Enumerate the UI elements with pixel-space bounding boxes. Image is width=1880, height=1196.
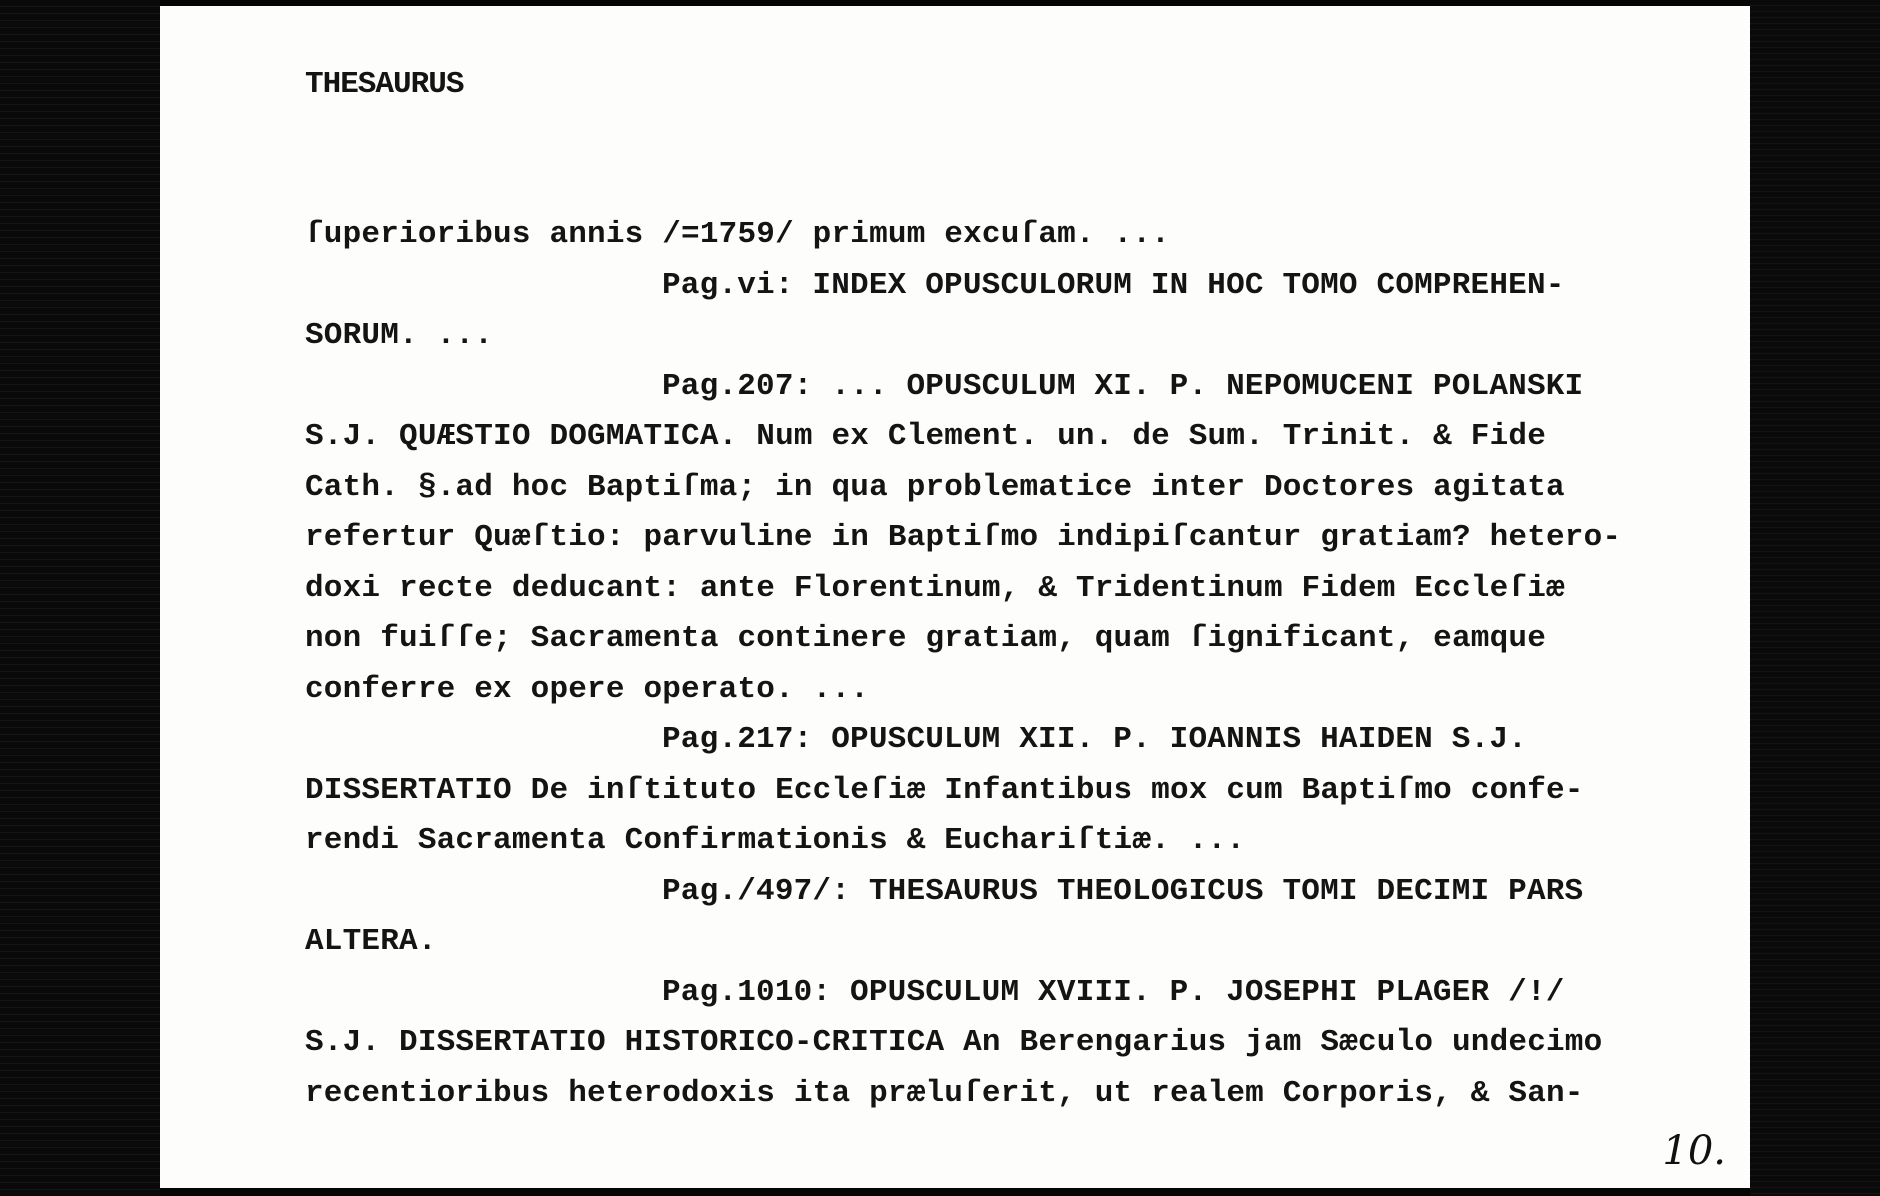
text-line: conferre ex opere operato. ... xyxy=(305,671,870,707)
text-line: DISSERTATIO De inſtituto Eccleſiæ Infantibus mox cum Baptiſmo confe- xyxy=(305,772,1584,808)
text-line: non fuiſſe; Sacramenta continere gratiam, quam ſignificant, eamque xyxy=(305,621,1546,656)
film-edge-left xyxy=(0,0,160,1196)
card-body xyxy=(305,210,1725,1119)
text-line: recentioribus heterodoxis ita præluſerit, ut realem Corporis, & San- xyxy=(305,1075,1584,1111)
text-line: Cath. §.ad hoc Baptiſma; in qua problematice inter Doctores agitata xyxy=(305,469,1565,505)
text-line-indented: Pag./497/: THESAURUS THEOLOGICUS TOMI DECIMI PARS xyxy=(662,873,1584,909)
text-line-indented: Pag.1010: OPUSCULUM XVIII. P. JOSEPHI PLAGER /!/ xyxy=(662,974,1565,1010)
handwritten-page-number: 10. xyxy=(1662,1128,1726,1174)
card-heading: THESAURUS xyxy=(305,67,464,102)
text-line: refertur Quæſtio: parvuline in Baptiſmo indipiſcantur gratiam? hetero- xyxy=(305,520,1622,555)
text-line: rendi Sacramenta Confirmationis & Euchariſtiæ. ... xyxy=(305,823,1246,858)
text-line: SORUM. ... xyxy=(305,318,494,353)
text-line-indented: Pag.vi: INDEX OPUSCULORUM IN HOC TOMO COMPREHEN- xyxy=(662,267,1565,303)
index-card xyxy=(160,6,1750,1188)
text-line: S.J. DISSERTATIO HISTORICO-CRITICA An Berengarius jam Sæculo undecimo xyxy=(305,1025,1603,1060)
document-text xyxy=(305,60,1725,1119)
text-line-indented: Pag.217: OPUSCULUM XII. P. IOANNIS HAIDEN S.J. xyxy=(662,722,1527,757)
text-line: S.J. QUÆSTIO DOGMATICA. Num ex Clement. un. de Sum. Trinit. & Fide xyxy=(305,419,1546,454)
text-line: ſuperioribus annis /=1759/ primum excuſam. ... xyxy=(305,217,1170,252)
text-line-indented: Pag.207: ... OPUSCULUM XI. P. NEPOMUCENI POLANSKI xyxy=(662,368,1584,404)
text-line: doxi recte deducant: ante Florentinum, & Tridentinum Fidem Eccleſiæ xyxy=(305,570,1565,606)
film-edge-right xyxy=(1750,0,1880,1196)
text-line: ALTERA. xyxy=(305,924,437,959)
